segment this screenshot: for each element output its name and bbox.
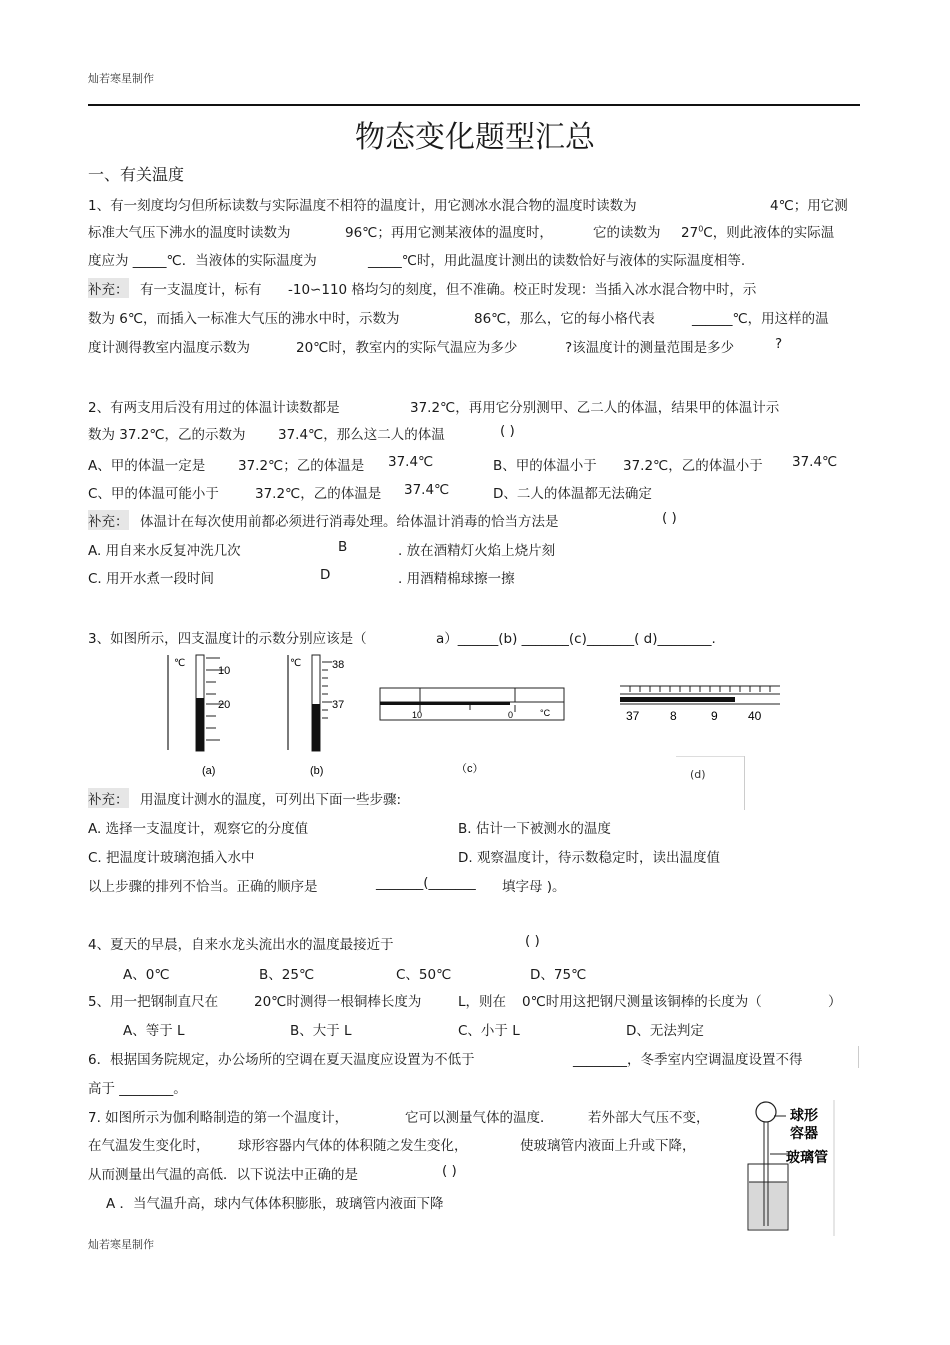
s3-order-blank: _______(_______ [376, 875, 476, 891]
q1-line1: 1、有一刻度均匀但所标读数与实际温度不相符的温度计，用它测冰水混合物的温度时读数为 [88, 198, 637, 214]
q2-paren: ( ) [500, 423, 515, 439]
q5-text4: 0℃时用这把钢尺测量该铜棒的长度为（ [522, 994, 762, 1010]
fig-d-label: (d) [690, 768, 706, 781]
q6-line1: 6．根据国务院规定，办公场所的空调在夏天温度应设置为不低于 [88, 1052, 475, 1068]
svg-text:容器: 容器 [790, 1125, 818, 1141]
thermometer-b [288, 655, 344, 777]
s3-option-c: C. 把温度计玻璃泡插入水中 [88, 850, 255, 866]
q4-option-c: C、50℃ [396, 967, 452, 983]
q5-text: 5、用一把钢制直尺在 [88, 994, 219, 1010]
q2-line2: 数为 37.2℃，乙的示数为 [88, 427, 246, 443]
q4-paren: ( ) [525, 933, 540, 949]
q7-line1c: 若外部大气压不变， [588, 1110, 710, 1126]
fig-d-border [744, 756, 745, 810]
s1-line2: 数为 6℃，而插入一标准大气压的沸水中时，示数为 [88, 311, 400, 327]
q7-line3: 从而测量出气温的高低．以下说法中正确的是 [88, 1167, 358, 1183]
q2-option-b2: 37.2℃，乙的体温小于 [623, 458, 763, 474]
thermometer-a [168, 655, 230, 777]
q1-line2: 标准大气压下沸水的温度时读数为 [88, 225, 291, 241]
s2-option-b: B [338, 539, 348, 555]
q4-option-a: A、0℃ [123, 967, 170, 983]
q2-option-a2: 37.2℃；乙的体温是 [238, 458, 365, 474]
s2-option-d2: . 用酒精棉球擦一擦 [398, 571, 515, 587]
s3-order-text: 以上步骤的排列不恰当。正确的顺序是 [88, 879, 318, 895]
q2-option-c: C、甲的体温可能小于 [88, 486, 219, 502]
q1-line1b: 4℃；用它测 [770, 198, 848, 214]
thermometer-d [620, 686, 780, 723]
s2-option-b2: . 放在酒精灯火焰上烧片刻 [398, 543, 556, 559]
q2-option-c2: 37.2℃，乙的体温是 [255, 486, 382, 502]
q3-blanks: a）______(b) _______(c)_______( d)________. [436, 631, 716, 647]
supplement-label: 补充： [88, 278, 129, 298]
s1-line3c: ?该温度计的测量范围是多少 [565, 340, 735, 356]
doc-title: 物态变化题型汇总 [355, 120, 595, 155]
s3-option-d: D. 观察温度计，待示数稳定时，读出温度值 [458, 850, 720, 866]
svg-text:(a): (a) [202, 765, 216, 777]
q2-line1b: 37.2℃，再用它分别测甲、乙二人的体温，结果甲的体温计示 [410, 400, 780, 416]
q4-text: 4、夏天的早晨，自来水龙头流出水的温度最接近于 [88, 937, 394, 953]
q3-text: 3、如图所示，四支温度计的示数分别应该是（ [88, 631, 367, 647]
q2-line2b: 37.4℃，那么这二人的体温 [278, 427, 445, 443]
section-heading: 一、有关温度 [88, 165, 185, 184]
q2-option-a: A、甲的体温一定是 [88, 458, 206, 474]
s2-paren: ( ) [662, 510, 677, 526]
q7-line2c: 使玻璃管内液面上升或下降， [520, 1138, 696, 1154]
svg-text:球形: 球形 [790, 1107, 818, 1123]
supplement-label: 补充： [88, 510, 129, 530]
q5-text5: ） [828, 994, 842, 1010]
s3-order-fill: 填字母 )。 [502, 879, 566, 895]
galileo-thermometer-figure [742, 1100, 838, 1236]
thermometer-c [380, 688, 564, 775]
q1-line3b: _____℃时，用此温度计测出的读数恰好与液体的实际温度相等. [368, 253, 746, 269]
fig-d-border-top [676, 756, 744, 757]
svg-text:20: 20 [218, 699, 231, 711]
q5-option-d: D、无法判定 [626, 1023, 704, 1039]
s2-text: 体温计在每次使用前都必须进行消毒处理。给体温计消毒的恰当方法是 [140, 514, 559, 530]
q6-border [858, 1046, 859, 1068]
q1-line3: 度应为 _____℃．当液体的实际温度为 [88, 253, 317, 269]
s3-text: 用温度计测水的温度，可列出下面一些步骤: [140, 792, 402, 808]
q5-text2: 20℃时测得一根铜棒长度为 [254, 994, 422, 1010]
s1-line2c: ______℃，用这样的温 [692, 311, 829, 327]
svg-text:9: 9 [711, 709, 718, 723]
s2-option-c: C. 用开水煮一段时间 [88, 571, 215, 587]
q7-line3b: ( ) [442, 1163, 457, 1179]
q6-line1b: ________，冬季室内空调温度设置不得 [573, 1052, 803, 1068]
s1-line2b: 86℃，那么，它的每小格代表 [474, 311, 655, 327]
q5-option-a: A、等于 L [123, 1023, 185, 1039]
svg-text:37: 37 [332, 699, 345, 711]
q7-option-a: A ．当气温升高，球内气体体积膨胀，玻璃管内液面下降 [106, 1196, 444, 1212]
s1-line1b: -10∽110 格均匀的刻度，但不准确。校正时发现：当插入冰水混合物中时，示 [288, 282, 757, 298]
footer-maker: 灿若寒星制作 [88, 1238, 154, 1251]
supplement-label: 补充： [88, 788, 129, 808]
svg-text:38: 38 [332, 659, 345, 671]
q2-line1: 2、有两支用后没有用过的体温计读数都是 [88, 400, 340, 416]
s3-option-b: B. 估计一下被测水的温度 [458, 821, 611, 837]
q4-option-b: B、25℃ [259, 967, 315, 983]
svg-text:℃: ℃ [174, 658, 186, 669]
header-rule [88, 104, 860, 106]
svg-text:（c）: （c） [456, 763, 484, 775]
q7-line2: 在气温发生变化时， [88, 1138, 210, 1154]
s3-option-a: A. 选择一支温度计，观察它的分度值 [88, 821, 309, 837]
svg-text:℃: ℃ [290, 658, 302, 669]
q1-line2b: 96℃；再用它测某液体的温度时， [345, 225, 553, 241]
s1-line1: 有一支温度计，标有 [140, 282, 262, 298]
svg-text:8: 8 [670, 709, 677, 723]
svg-text:10: 10 [218, 665, 231, 677]
q2-option-d: D、二人的体温都无法确定 [493, 486, 652, 502]
svg-text:°C: °C [540, 708, 551, 718]
svg-text:10: 10 [412, 710, 423, 720]
q5-option-c: C、小于 L [458, 1023, 520, 1039]
q5-text3: L，则在 [458, 994, 507, 1010]
q2-option-a3: 37.4℃ [388, 454, 434, 470]
s1-line3b: 20℃时，教室内的实际气温应为多少 [296, 340, 518, 356]
q1-line2d: $27^0C$，则此液体的实际温 [681, 224, 835, 241]
s2-option-d: D [320, 567, 331, 583]
q4-option-d: D、75℃ [530, 967, 587, 983]
svg-text:(b): (b) [310, 765, 324, 777]
s1-line3d: ? [775, 336, 783, 352]
q5-option-b: B、大于 L [290, 1023, 352, 1039]
svg-text:37: 37 [626, 709, 640, 723]
svg-text:玻璃管: 玻璃管 [786, 1149, 828, 1165]
s1-line3: 度计测得教室内温度示数为 [88, 340, 250, 356]
s2-option-a: A. 用自来水反复冲洗几次 [88, 543, 241, 559]
q6-line2: 高于 ________。 [88, 1081, 187, 1097]
svg-text:40: 40 [748, 709, 762, 723]
q7-line1b: 它可以测量气体的温度． [405, 1110, 554, 1126]
thermometer-figures [150, 650, 780, 780]
q7-line1: 7. 如图所示为伽利略制造的第一个温度计， [88, 1110, 349, 1126]
q2-option-b3: 37.4℃ [792, 454, 838, 470]
q7-line2b: 球形容器内气体的体积随之发生变化， [238, 1138, 468, 1154]
q2-option-b: B、甲的体温小于 [493, 458, 597, 474]
q2-option-c3: 37.4℃ [404, 482, 450, 498]
q1-line2c: 它的读数为 [593, 225, 661, 241]
svg-text:0: 0 [508, 710, 514, 720]
header-maker: 灿若寒星制作 [88, 72, 154, 85]
